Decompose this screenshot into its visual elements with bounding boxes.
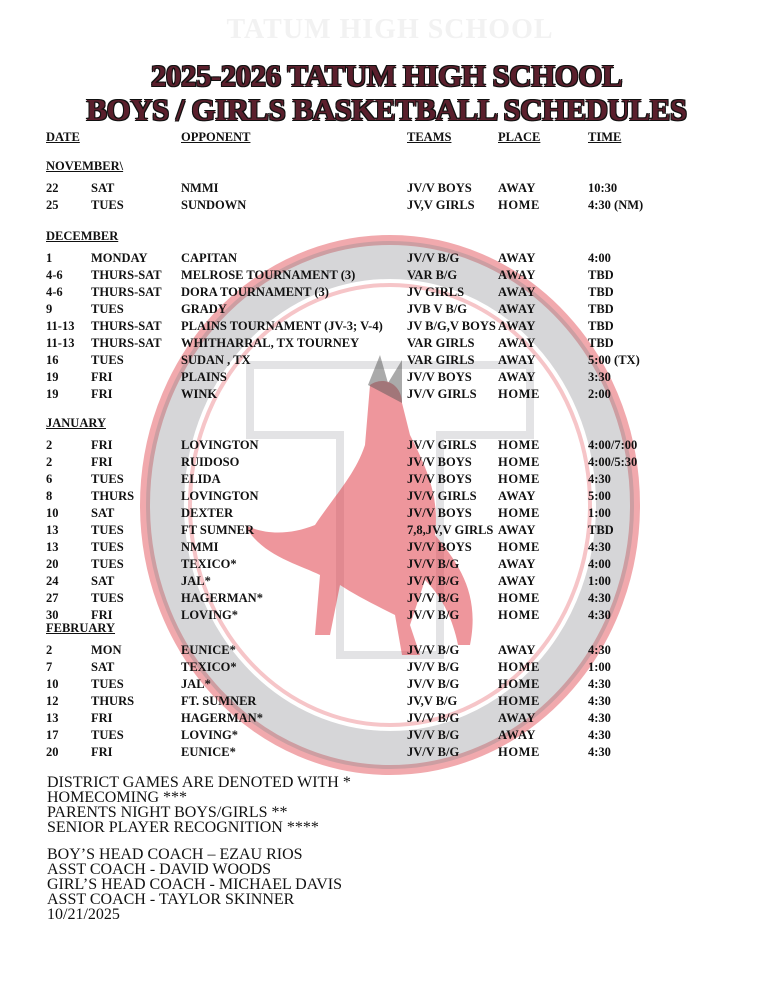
cell-place: AWAY — [498, 181, 537, 195]
cell-date: 13 — [46, 711, 59, 725]
cell-time: 1:00 — [588, 660, 611, 674]
cell-teams: JV/V B/G — [407, 574, 460, 588]
cell-date: 11-13 — [46, 336, 75, 350]
month-heading: JANUARY — [46, 416, 106, 430]
cell-time: 4:30 — [588, 745, 611, 759]
cell-day: TUES — [91, 540, 124, 554]
cell-place: HOME — [498, 745, 540, 759]
cell-teams: VAR GIRLS — [407, 353, 475, 367]
cell-date: 20 — [46, 557, 59, 571]
cell-day: TUES — [91, 353, 124, 367]
cell-opponent: LOVINGTON — [181, 489, 259, 503]
cell-place: AWAY — [498, 353, 537, 367]
coach-line: BOY’S HEAD COACH – EZAU RIOS — [47, 846, 303, 863]
cell-place: HOME — [498, 455, 540, 469]
cell-date: 8 — [46, 489, 53, 503]
cell-date: 6 — [46, 472, 53, 486]
cell-day: TUES — [91, 472, 124, 486]
cell-teams: JV/V B/G — [407, 608, 460, 622]
cell-teams: 7,8,JV,V GIRLS — [407, 523, 494, 537]
cell-opponent: LOVING* — [181, 728, 238, 742]
table-row — [0, 608, 773, 625]
cell-time: 4:30 (NM) — [588, 198, 644, 212]
cell-place: AWAY — [498, 643, 537, 657]
cell-day: THURS — [91, 694, 135, 708]
cell-teams: JV/V BOYS — [407, 472, 472, 486]
cell-teams: JVB V B/G — [407, 302, 467, 316]
cell-day: SAT — [91, 506, 115, 520]
cell-place: AWAY — [498, 302, 537, 316]
table-row — [0, 745, 773, 762]
cell-place: AWAY — [498, 251, 537, 265]
cell-teams: JV/V B/G — [407, 677, 460, 691]
cell-date: 2 — [46, 455, 53, 469]
cell-time: 4:30 — [588, 472, 611, 486]
cell-opponent: CAPITAN — [181, 251, 238, 265]
cell-date: 19 — [46, 387, 59, 401]
table-row — [0, 181, 773, 198]
cell-date: 24 — [46, 574, 59, 588]
cell-place: AWAY — [498, 711, 537, 725]
cell-time: 5:00 — [588, 489, 611, 503]
table-row — [0, 540, 773, 557]
cell-opponent: JAL* — [181, 677, 211, 691]
cell-opponent: PLAINS — [181, 370, 227, 384]
note-line: PARENTS NIGHT BOYS/GIRLS ** — [47, 804, 288, 821]
cell-place: HOME — [498, 438, 540, 452]
coach-line: ASST COACH - TAYLOR SKINNER — [47, 891, 295, 908]
cell-date: 2 — [46, 438, 53, 452]
cell-day: THURS-SAT — [91, 336, 162, 350]
coach-line: ASST COACH - DAVID WOODS — [47, 861, 272, 878]
cell-time: 4:00 — [588, 251, 611, 265]
cell-opponent: SUDAN , TX — [181, 353, 251, 367]
cell-teams: JV/V BOYS — [407, 455, 472, 469]
cell-teams: JV/V BOYS — [407, 506, 472, 520]
cell-place: HOME — [498, 677, 540, 691]
cell-teams: JV/V B/G — [407, 557, 460, 571]
cell-teams: JV/V GIRLS — [407, 438, 477, 452]
cell-opponent: GRADY — [181, 302, 227, 316]
table-row — [0, 591, 773, 608]
cell-time: 4:30 — [588, 694, 611, 708]
cell-date: 10 — [46, 506, 59, 520]
cell-date: 13 — [46, 540, 59, 554]
cell-teams: JV/V GIRLS — [407, 387, 477, 401]
cell-teams: JV/V B/G — [407, 711, 460, 725]
cell-date: 16 — [46, 353, 59, 367]
cell-time: 4:30 — [588, 540, 611, 554]
cell-teams: VAR B/G — [407, 268, 458, 282]
cell-place: AWAY — [498, 370, 537, 384]
cell-time: 4:30 — [588, 591, 611, 605]
cell-date: 7 — [46, 660, 53, 674]
table-row — [0, 660, 773, 677]
coaches-list — [47, 847, 342, 922]
cell-opponent: DEXTER — [181, 506, 234, 520]
table-row — [0, 319, 773, 336]
cell-time: 5:00 (TX) — [588, 353, 640, 367]
cell-time: 4:30 — [588, 711, 611, 725]
table-row — [0, 489, 773, 506]
cell-date: 13 — [46, 523, 59, 537]
cell-teams: JV/V B/G — [407, 591, 460, 605]
cell-opponent: MELROSE TOURNAMENT (3) — [181, 268, 356, 282]
cell-date: 25 — [46, 198, 59, 212]
cell-opponent: SUNDOWN — [181, 198, 247, 212]
cell-opponent: WHITHARRAL, TX TOURNEY — [181, 336, 360, 350]
cell-day: THURS-SAT — [91, 285, 162, 299]
table-row — [0, 677, 773, 694]
cell-teams: JV/V BOYS — [407, 540, 472, 554]
cell-time: 3:30 — [588, 370, 611, 384]
cell-place: HOME — [498, 387, 540, 401]
cell-opponent: WINK — [181, 387, 218, 401]
cell-place: HOME — [498, 591, 540, 605]
table-row — [0, 370, 773, 387]
cell-date: 1 — [46, 251, 53, 265]
column-header-opponent: OPPONENT — [181, 130, 251, 144]
cell-place: HOME — [498, 198, 540, 212]
cell-opponent: FT. SUMNER — [181, 694, 257, 708]
cell-date: 4-6 — [46, 268, 63, 282]
cell-time: 4:30 — [588, 677, 611, 691]
cell-date: 22 — [46, 181, 59, 195]
cell-day: TUES — [91, 557, 124, 571]
month-heading: FEBRUARY — [46, 621, 116, 635]
cell-place: HOME — [498, 540, 540, 554]
cell-day: FRI — [91, 455, 113, 469]
column-header-date: DATE — [46, 130, 80, 144]
table-row — [0, 694, 773, 711]
cell-opponent: NMMI — [181, 540, 219, 554]
cell-day: TUES — [91, 677, 124, 691]
cell-teams: JV,V B/G — [407, 694, 458, 708]
cell-teams: JV/V B/G — [407, 251, 460, 265]
table-row — [0, 557, 773, 574]
cell-place: HOME — [498, 608, 540, 622]
table-row — [0, 472, 773, 489]
cell-time: TBD — [588, 523, 614, 537]
cell-date: 2 — [46, 643, 53, 657]
cell-opponent: DORA TOURNAMENT (3) — [181, 285, 329, 299]
cell-day: TUES — [91, 302, 124, 316]
cell-teams: JV GIRLS — [407, 285, 465, 299]
cell-time: 4:30 — [588, 608, 611, 622]
column-header-time: TIME — [588, 130, 622, 144]
cell-place: HOME — [498, 472, 540, 486]
cell-time: 10:30 — [588, 181, 618, 195]
cell-teams: JV B/G,V BOYS — [407, 319, 496, 333]
cell-day: SAT — [91, 660, 115, 674]
cell-opponent: ELIDA — [181, 472, 221, 486]
table-row — [0, 302, 773, 319]
cell-day: MON — [91, 643, 122, 657]
cell-place: AWAY — [498, 489, 537, 503]
cell-place: AWAY — [498, 574, 537, 588]
cell-opponent: TEXICO* — [181, 660, 237, 674]
table-row — [0, 574, 773, 591]
cell-time: 4:00/7:00 — [588, 438, 638, 452]
cell-place: HOME — [498, 694, 540, 708]
cell-day: TUES — [91, 591, 124, 605]
cell-time: 1:00 — [588, 574, 611, 588]
cell-place: AWAY — [498, 336, 537, 350]
cell-date: 19 — [46, 370, 59, 384]
cell-opponent: TEXICO* — [181, 557, 237, 571]
table-row — [0, 506, 773, 523]
note-line: SENIOR PLAYER RECOGNITION **** — [47, 819, 319, 836]
cell-time: TBD — [588, 268, 614, 282]
table-row — [0, 438, 773, 455]
table-row — [0, 198, 773, 215]
cell-opponent: PLAINS TOURNAMENT (JV-3; V-4) — [181, 319, 383, 333]
table-row — [0, 336, 773, 353]
cell-day: FRI — [91, 387, 113, 401]
table-row — [0, 523, 773, 540]
cell-place: AWAY — [498, 319, 537, 333]
cell-teams: JV/V B/G — [407, 745, 460, 759]
cell-date: 10 — [46, 677, 59, 691]
ghost-text: TATUM HIGH SCHOOL — [226, 14, 554, 45]
table-row — [0, 251, 773, 268]
cell-place: AWAY — [498, 728, 537, 742]
cell-day: FRI — [91, 370, 113, 384]
cell-opponent: EUNICE* — [181, 643, 236, 657]
cell-place: AWAY — [498, 523, 537, 537]
updated-date: 10/21/2025 — [47, 906, 120, 923]
column-header-teams: TEAMS — [407, 130, 452, 144]
cell-teams: JV/V BOYS — [407, 370, 472, 384]
cell-teams: JV/V B/G — [407, 728, 460, 742]
cell-opponent: FT SUMNER — [181, 523, 255, 537]
table-row — [0, 268, 773, 285]
cell-opponent: LOVINGTON — [181, 438, 259, 452]
cell-time: 4:00/5:30 — [588, 455, 638, 469]
cell-day: FRI — [91, 438, 113, 452]
cell-date: 30 — [46, 608, 59, 622]
cell-time: TBD — [588, 302, 614, 316]
cell-time: 4:00 — [588, 557, 611, 571]
cell-day: SAT — [91, 181, 115, 195]
cell-day: THURS — [91, 489, 135, 503]
cell-opponent: NMMI — [181, 181, 219, 195]
legend-notes — [47, 775, 351, 835]
table-row — [0, 353, 773, 370]
table-row — [0, 728, 773, 745]
cell-teams: JV/V B/G — [407, 643, 460, 657]
cell-date: 4-6 — [46, 285, 63, 299]
column-header-place: PLACE — [498, 130, 541, 144]
cell-day: FRI — [91, 745, 113, 759]
table-row — [0, 711, 773, 728]
cell-date: 12 — [46, 694, 59, 708]
coach-line: GIRL’S HEAD COACH - MICHAEL DAVIS — [47, 876, 342, 893]
cell-place: AWAY — [498, 557, 537, 571]
cell-opponent: EUNICE* — [181, 745, 236, 759]
cell-time: 1:00 — [588, 506, 611, 520]
cell-teams: VAR GIRLS — [407, 336, 475, 350]
cell-time: TBD — [588, 285, 614, 299]
cell-day: TUES — [91, 728, 124, 742]
cell-opponent: RUIDOSO — [181, 455, 240, 469]
cell-teams: JV/V BOYS — [407, 181, 472, 195]
cell-date: 9 — [46, 302, 53, 316]
cell-day: SAT — [91, 574, 115, 588]
cell-day: THURS-SAT — [91, 268, 162, 282]
cell-place: HOME — [498, 506, 540, 520]
table-row — [0, 455, 773, 472]
cell-day: TUES — [91, 198, 124, 212]
cell-day: THURS-SAT — [91, 319, 162, 333]
cell-time: 4:30 — [588, 643, 611, 657]
cell-day: FRI — [91, 608, 113, 622]
cell-date: 17 — [46, 728, 59, 742]
cell-day: MONDAY — [91, 251, 148, 265]
cell-time: 2:00 — [588, 387, 611, 401]
cell-place: HOME — [498, 660, 540, 674]
cell-opponent: JAL* — [181, 574, 211, 588]
cell-teams: JV,V GIRLS — [407, 198, 475, 212]
cell-opponent: HAGERMAN* — [181, 711, 263, 725]
cell-place: AWAY — [498, 268, 537, 282]
month-heading: NOVEMBER\ — [46, 159, 124, 173]
page-subtitle: BOYS / GIRLS BASKETBALL SCHEDULES — [86, 92, 687, 127]
cell-date: 20 — [46, 745, 59, 759]
table-row — [0, 643, 773, 660]
cell-place: AWAY — [498, 285, 537, 299]
cell-date: 11-13 — [46, 319, 75, 333]
note-line: DISTRICT GAMES ARE DENOTED WITH * — [47, 774, 351, 791]
cell-opponent: HAGERMAN* — [181, 591, 263, 605]
cell-teams: JV/V B/G — [407, 660, 460, 674]
cell-teams: JV/V GIRLS — [407, 489, 477, 503]
note-line: HOMECOMING *** — [47, 789, 187, 806]
cell-time: TBD — [588, 319, 614, 333]
cell-date: 27 — [46, 591, 59, 605]
month-heading: DECEMBER — [46, 229, 119, 243]
cell-day: TUES — [91, 523, 124, 537]
cell-time: 4:30 — [588, 728, 611, 742]
page-title: 2025-2026 TATUM HIGH SCHOOL — [150, 58, 623, 93]
cell-time: TBD — [588, 336, 614, 350]
cell-day: FRI — [91, 711, 113, 725]
table-row — [0, 285, 773, 302]
table-row — [0, 387, 773, 404]
cell-opponent: LOVING* — [181, 608, 238, 622]
